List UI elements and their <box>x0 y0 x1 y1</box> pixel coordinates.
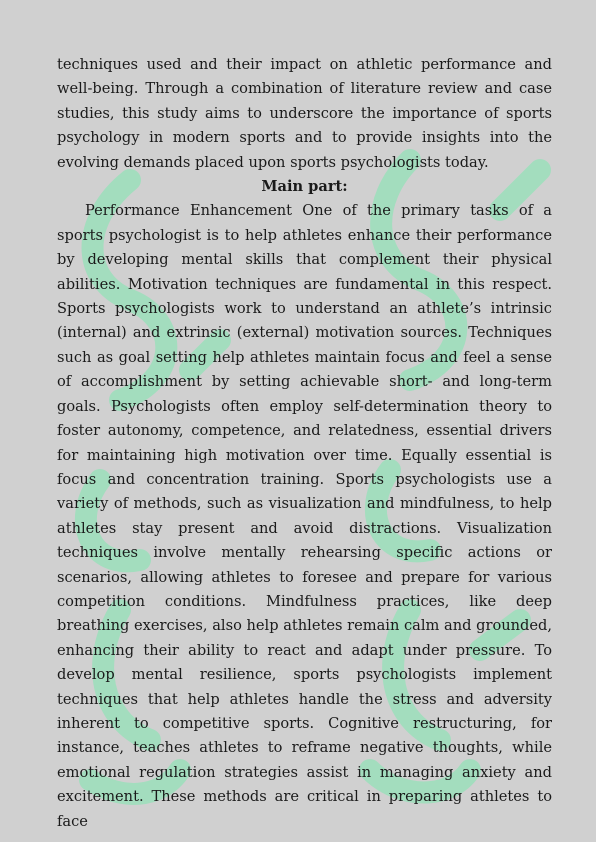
body-paragraph: Performance Enhancement One of the primary tasks of a sports psychologist is to help athletes enhance their performance by developing mental skills that complement their physical abilities. Motivation techniques are fundamental in this respect. Sports psychologists work to understand an athlete’s intrinsic (internal) and extrinsic (external) motivation sources. Techniques such as goal setting help athletes maintain focus and feel a sense of accomplishment by setting achievable short- and long-term goals. Psychologists often employ self-determination theory to foster autonomy, competence, and relatedness, essential drivers for maintaining high motivation over time. Equally essential is focus and concentration training. Sports psychologists use a variety of methods, such as visualization and mindfulness, to help athletes stay present and avoid distractions. Visualization techniques involve mentally rehearsing specific actions or scenarios, allowing athletes to foresee and prepare for various competition conditions. Mindfulness practices, like deep breathing exercises, also help athletes remain calm and grounded, enhancing their ability to react and adapt under pressure. To develop mental resilience, sports psychologists implement techniques that help athletes handle the stress and adversity inherent to competitive sports. Cognitive restructuring, for instance, teaches athletes to reframe negative thoughts, while emotional regulation strategies assist in managing anxiety and excitement. These methods are critical in preparing athletes to face <box>57 202 552 830</box>
section-heading: Main part: <box>261 178 348 196</box>
intro-paragraph: techniques used and their impact on athletic performance and well-being. Through a combination of literature review and case studies, this study aims to underscore the importance of sports psychology in modern sports and to provide insights into the evolving demands placed upon sports psychologists today. <box>57 56 552 171</box>
document-text <box>57 53 552 834</box>
